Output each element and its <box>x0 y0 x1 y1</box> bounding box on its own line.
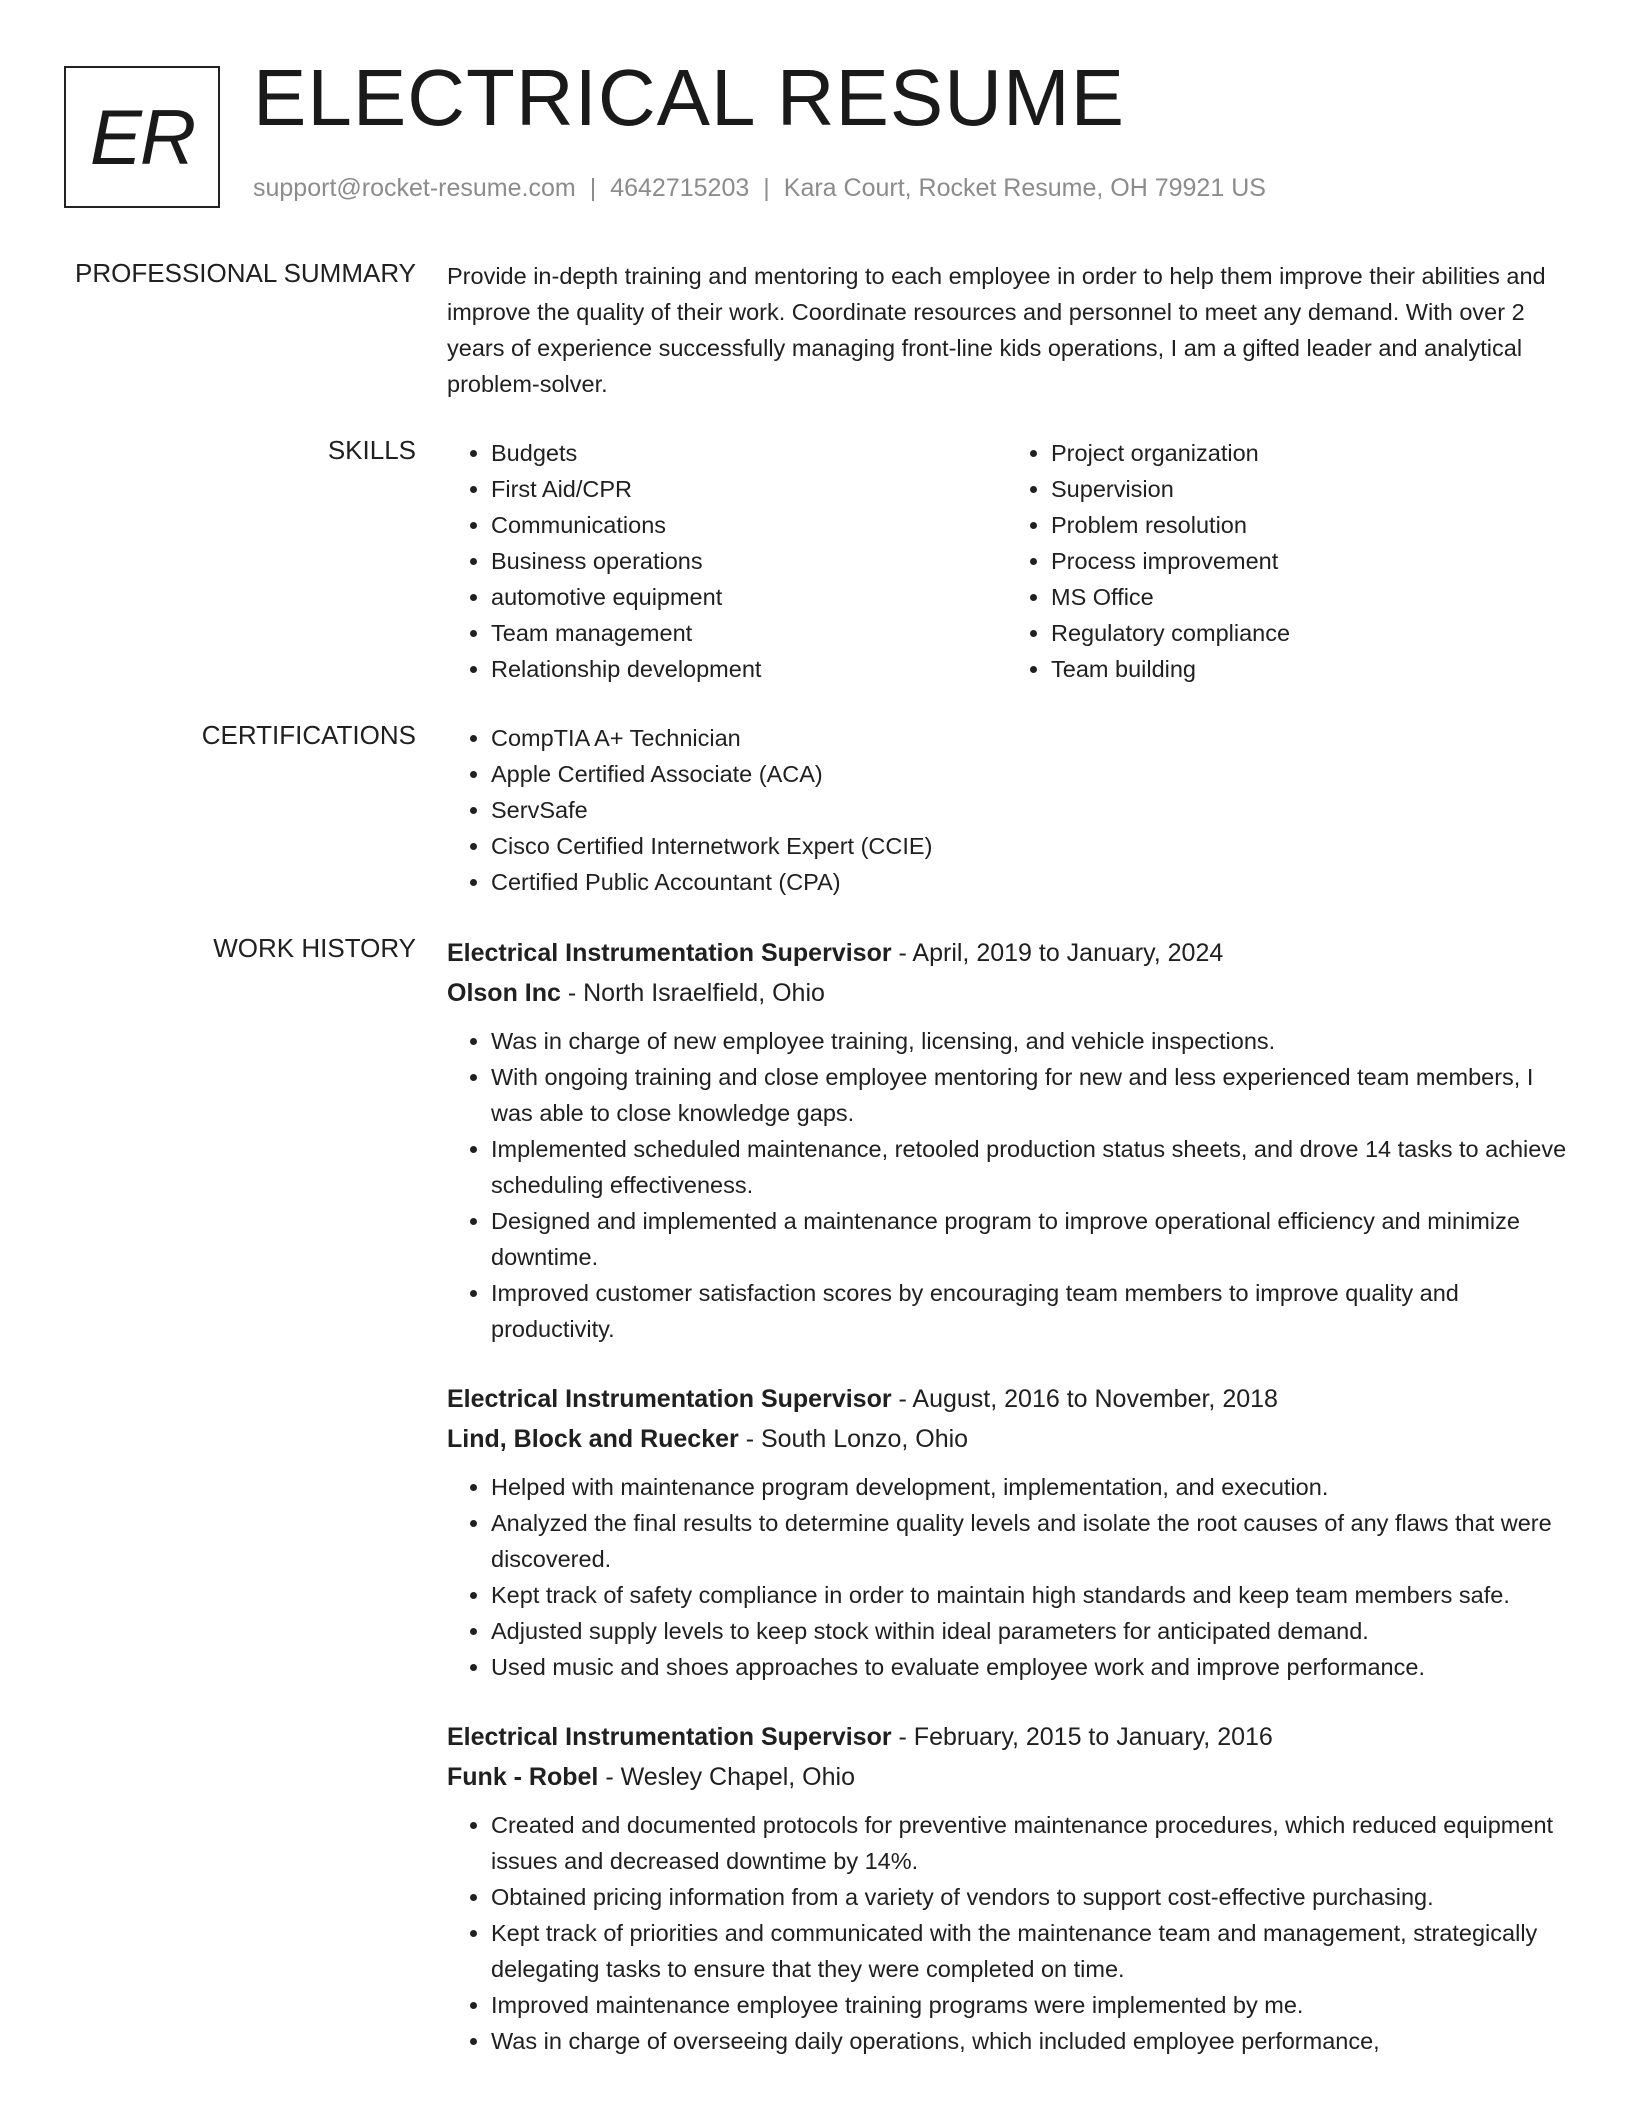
list-item: • Team management <box>491 615 1007 651</box>
work-history-body <box>447 933 1567 2091</box>
summary-text: Provide in-depth training and mentoring to each employee in order to help them improve their abilities and improve the quality of their work. Coordinate resources and personnel to meet any demand. With over 2 years of experience successfully managing front-line kids operations, I am a gifted leader and analytical problem-solver. <box>447 263 1546 397</box>
job-entry <box>447 933 1567 1347</box>
contact-address: Kara Court, Rocket Resume, OH 79921 US <box>783 174 1266 202</box>
list-item: • automotive equipment <box>491 579 1007 615</box>
list-item: • Improved maintenance employee training programs were implemented by me. <box>491 1987 1567 2023</box>
list-item: • Designed and implemented a maintenance program to improve operational efficiency and minimize downtime. <box>491 1203 1567 1275</box>
section-label-summary: PROFESSIONAL SUMMARY <box>75 258 416 288</box>
list-item: • Regulatory compliance <box>1051 615 1567 651</box>
list-item: • Analyzed the final results to determine quality levels and isolate the root causes of any flaws that were discovered. <box>491 1505 1567 1577</box>
job-company: Lind, Block and Ruecker <box>447 1425 739 1453</box>
list-item: • Apple Certified Associate (ACA) <box>491 756 1567 792</box>
contact-separator: | <box>763 174 770 202</box>
list-item: • Adjusted supply levels to keep stock within ideal parameters for anticipated demand. <box>491 1613 1567 1649</box>
list-item: • Relationship development <box>491 651 1007 687</box>
list-item: • Used music and shoes approaches to evaluate employee work and improve performance. <box>491 1649 1567 1685</box>
list-item: • Was in charge of new employee training, licensing, and vehicle inspections. <box>491 1023 1567 1059</box>
contact-phone[interactable]: 4642715203 <box>610 174 750 202</box>
job-title: Electrical Instrumentation Supervisor <box>447 1723 892 1751</box>
list-item: • Kept track of safety compliance in order to maintain high standards and keep team members safe. <box>491 1577 1567 1613</box>
job-location: - Wesley Chapel, Ohio <box>598 1763 855 1791</box>
job-title: Electrical Instrumentation Supervisor <box>447 939 892 967</box>
job-dates: - April, 2019 to January, 2024 <box>891 939 1224 967</box>
skills-list-right <box>1007 435 1567 687</box>
list-item: • Certified Public Accountant (CPA) <box>491 864 1567 900</box>
certifications-body <box>447 720 1567 900</box>
list-item: • Helped with maintenance program development, implementation, and execution. <box>491 1469 1567 1505</box>
list-item: • Supervision <box>1051 471 1567 507</box>
skills-list-left <box>447 435 1007 687</box>
list-item: • With ongoing training and close employee mentoring for new and less experienced team members, I was able to close knowledge gaps. <box>491 1059 1567 1131</box>
list-item: • Kept track of priorities and communicated with the maintenance team and management, strategically delegating tasks to ensure that they were completed on time. <box>491 1915 1567 1987</box>
list-item: • Team building <box>1051 651 1567 687</box>
list-item: • ServSafe <box>491 792 1567 828</box>
list-item: • Project organization <box>1051 435 1567 471</box>
list-item: • MS Office <box>1051 579 1567 615</box>
resume-title: ELECTRICAL RESUME <box>253 53 1125 142</box>
job-location: - South Lonzo, Ohio <box>738 1425 969 1453</box>
list-item: • Communications <box>491 507 1007 543</box>
list-item: • Obtained pricing information from a variety of vendors to support cost-effective purchasing. <box>491 1879 1567 1915</box>
list-item: • Problem resolution <box>1051 507 1567 543</box>
list-item: • Cisco Certified Internetwork Expert (CCIE) <box>491 828 1567 864</box>
job-company: Funk - Robel <box>447 1763 599 1791</box>
job-entry <box>447 1379 1567 1685</box>
job-title-line <box>447 1379 1567 1419</box>
job-company: Olson Inc <box>447 979 561 1007</box>
job-company-line <box>447 1757 1567 1797</box>
list-item: • Created and documented protocols for preventive maintenance procedures, which reduced equipment issues and decreased downtime by 14%. <box>491 1807 1567 1879</box>
job-entry <box>447 1717 1567 2059</box>
job-dates: - August, 2016 to November, 2018 <box>891 1385 1278 1413</box>
job-duties <box>447 1807 1567 2059</box>
job-location: - North Israelfield, Ohio <box>560 979 825 1007</box>
list-item: • Improved customer satisfaction scores by encouraging team members to improve quality and productivity. <box>491 1275 1567 1347</box>
section-label-certifications: CERTIFICATIONS <box>201 720 416 750</box>
list-item: • Implemented scheduled maintenance, retooled production status sheets, and drove 14 tasks to achieve scheduling effectiveness. <box>491 1131 1567 1203</box>
job-company-line <box>447 973 1567 1013</box>
job-duties <box>447 1469 1567 1685</box>
job-title-line <box>447 1717 1567 1757</box>
certifications-list <box>447 720 1567 900</box>
list-item: • Was in charge of overseeing daily operations, which included employee performance, <box>491 2023 1567 2059</box>
section-label-skills: SKILLS <box>327 435 416 465</box>
skills-grid <box>447 435 1567 687</box>
job-title-line <box>447 933 1567 973</box>
job-title: Electrical Instrumentation Supervisor <box>447 1385 892 1413</box>
list-item: • CompTIA A+ Technician <box>491 720 1567 756</box>
list-item: • Budgets <box>491 435 1007 471</box>
job-company-line <box>447 1419 1567 1459</box>
monogram-logo: ER <box>64 66 220 208</box>
list-item: • First Aid/CPR <box>491 471 1007 507</box>
job-dates: - February, 2015 to January, 2016 <box>891 1723 1273 1751</box>
contact-email[interactable]: support@rocket-resume.com <box>253 174 576 202</box>
section-label-work-history: WORK HISTORY <box>213 933 416 963</box>
contact-separator: | <box>589 174 597 202</box>
list-item: • Process improvement <box>1051 543 1567 579</box>
contact-line <box>253 174 1266 203</box>
job-duties <box>447 1023 1567 1347</box>
list-item: • Business operations <box>491 543 1007 579</box>
